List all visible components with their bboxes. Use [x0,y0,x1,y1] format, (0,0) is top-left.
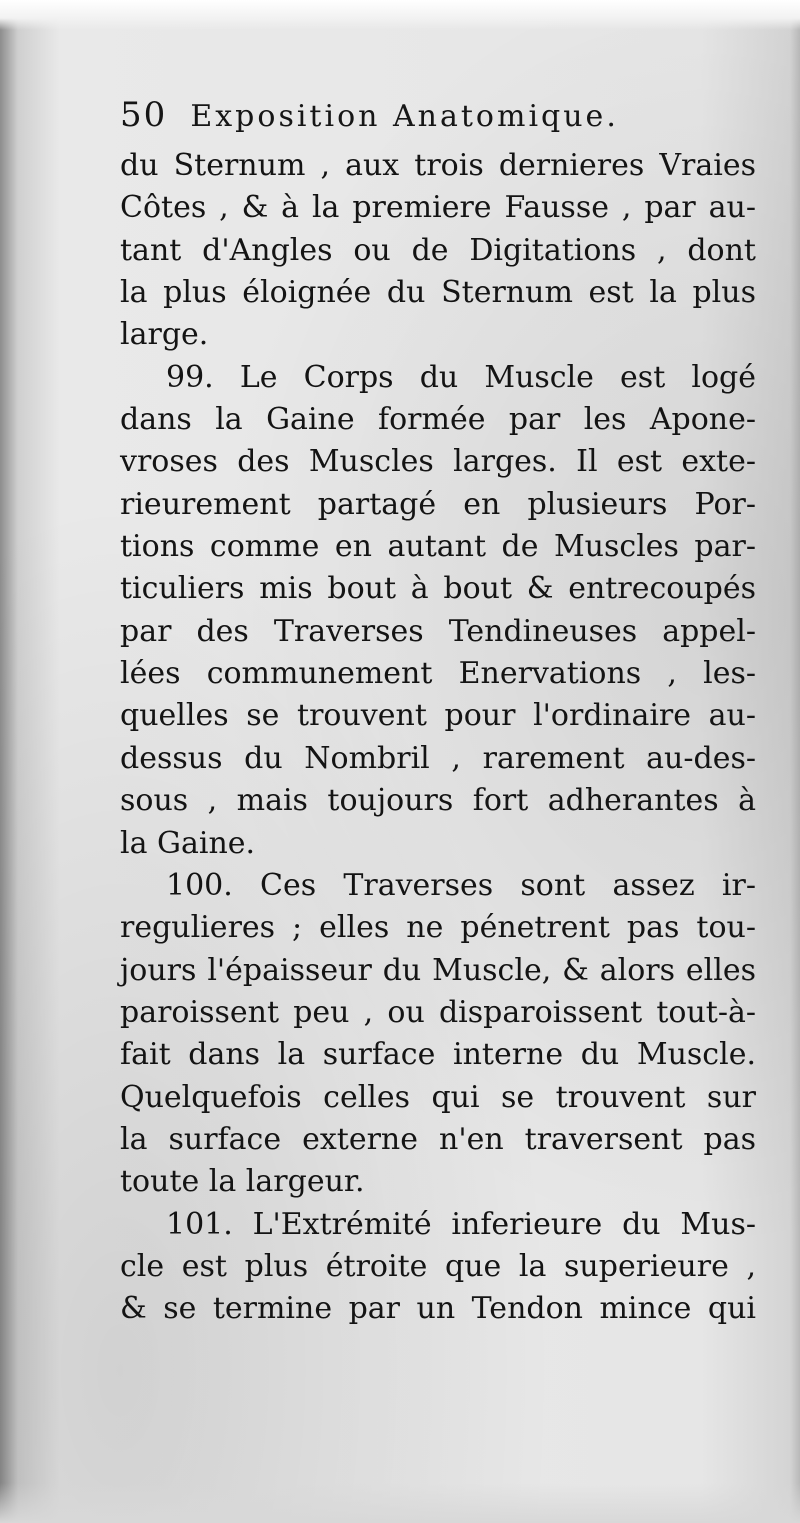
text-line: & se termine par un Tendon mince qui [120,1291,756,1327]
text-line: fait dans la surface interne du Muscle. [120,1037,756,1073]
text-line: Quelquefois celles qui se trouvent sur [120,1079,756,1115]
text-line: la plus éloignée du Sternum est la plus [120,275,756,311]
running-title: Exposition Anatomique. [190,99,619,134]
page-number: 50 [120,95,168,135]
text-line: regulieres ; elles ne pénetrent pas tou- [120,910,756,946]
page-top-edge [0,0,800,30]
text-line: la surface externe n'en traversent pas [120,1121,756,1157]
page-bottom-edge [0,1483,800,1523]
text-line: toute la largeur. [120,1164,365,1200]
text-line: ticuliers mis bout à bout & entrecoupés [120,571,756,607]
text-line: Côtes , & à la premiere Fausse , par au- [120,190,756,226]
text-line: du Sternum , aux trois dernieres Vraies [120,148,756,183]
text-line: quelles se trouvent pour l'ordinaire au- [120,698,756,734]
text-line: sous , mais toujours fort adherantes à [120,783,756,819]
paragraph-start-line: 101. L'Extrémité inferieure du Mus- [166,1206,756,1242]
text-line: jours l'épaisseur du Muscle, & alors elles [120,952,756,988]
body-text [120,145,756,1331]
text-line: rieurement partagé en plusieurs Por- [120,486,756,522]
text-line: vroses des Muscles larges. Il est exte- [120,444,756,480]
running-head [120,95,760,145]
text-line: tant d'Angles ou de Digitations , dont [120,232,756,268]
paragraph-start-line: 100. Ces Traverses sont assez ir- [166,867,756,903]
text-line: la Gaine. [120,825,256,861]
text-line: large. [120,317,209,353]
text-line: tions comme en autant de Muscles par- [120,529,756,565]
text-line: paroissent peu , ou disparoissent tout-à- [120,994,756,1030]
paragraph-start-line: 99. Le Corps du Muscle est logé [166,359,756,395]
text-line: dessus du Nombril , rarement au-des- [120,740,756,776]
text-line: lées communement Enervations , les- [120,656,756,692]
text-line: dans la Gaine formée par les Apone- [120,402,756,438]
text-line: par des Traverses Tendineuses appel- [120,613,756,649]
text-line: cle est plus étroite que la superieure , [120,1248,756,1284]
